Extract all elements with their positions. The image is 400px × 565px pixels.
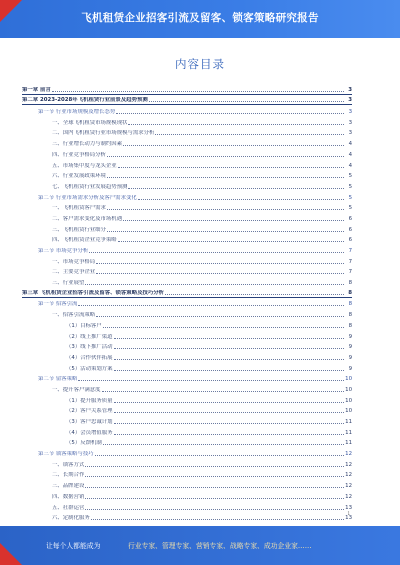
toc-leader-dots [78, 380, 344, 381]
toc-entry-label: （1）目标客户 [66, 322, 102, 329]
toc-leader-dots [149, 101, 344, 102]
toc-title: 内容目录 [175, 57, 225, 71]
toc-leader-dots [85, 284, 344, 285]
toc-leader-dots [118, 241, 344, 242]
toc-entry-page: 11 [345, 429, 352, 436]
toc-entry[interactable] [22, 148, 352, 159]
toc-entry-label: 第三章 飞机租赁企业招客引流及留客、锁客策略及技巧分析 [22, 289, 165, 296]
toc-leader-dots [91, 519, 344, 520]
toc-entry-label: （2）客户关系管理 [66, 408, 113, 415]
toc-leader-dots [102, 391, 344, 392]
toc-entry-page: 11 [345, 440, 352, 447]
toc-entry[interactable] [22, 405, 352, 416]
toc-entry-page: 7 [348, 258, 352, 265]
toc-entry-page: 12 [345, 451, 352, 458]
toc-leader-dots [114, 359, 344, 360]
toc-entry-label: （3）线下推广活动 [66, 344, 113, 351]
toc-entry[interactable] [22, 512, 352, 523]
toc-entry-page: 8 [348, 280, 352, 287]
toc-entry-label: 二、长期合作 [52, 472, 85, 479]
footer-slogan: 让每个人都能成为 [46, 542, 101, 550]
toc-entry-label: 一、全球飞机租赁市场规模现状 [52, 119, 128, 126]
toc-entry-page: 3 [348, 86, 352, 93]
toc-entry-label: 第一节 招客引流 [38, 301, 78, 308]
toc-entry[interactable] [22, 341, 352, 352]
toc-entry[interactable] [22, 170, 352, 181]
toc-entry-label: 第二节 留客策略 [38, 376, 78, 383]
toc-entry-label: （5）活动策划方案 [66, 365, 113, 372]
toc-entry-label: （1）提升服务质量 [66, 397, 113, 404]
toc-entry-page: 3 [348, 109, 352, 116]
toc-entry-label: 二、主要竞争企业 [52, 269, 96, 276]
toc-entry-page: 13 [345, 504, 352, 511]
toc-entry-page: 11 [345, 419, 352, 425]
toc-leader-dots [78, 305, 344, 306]
toc-leader-dots [123, 220, 344, 221]
toc-entry-label: 一、市场竞争格局 [52, 258, 96, 265]
toc-entry-label: 四、数据营销 [52, 493, 85, 500]
toc-entry-page: 8 [348, 322, 352, 329]
toc-entry[interactable] [22, 255, 352, 266]
toc-entry-page: 12 [345, 483, 352, 490]
toc-entry-label: （2）线上推广渠道 [66, 333, 113, 340]
toc-leader-dots [116, 113, 344, 114]
toc-entry-label: （4）会员增值服务 [66, 429, 113, 436]
toc-entry-page: 10 [345, 408, 352, 415]
toc-entry[interactable] [22, 351, 352, 362]
toc-leader-dots [114, 348, 344, 349]
toc-entry[interactable] [22, 212, 352, 223]
toc-entry-page: 12 [345, 472, 352, 479]
toc-entry[interactable] [22, 137, 352, 148]
toc-entry-label: 第一节 行业市场规模及增长态势 [38, 109, 116, 116]
toc-entry-label: 六、行业发展政策环境 [52, 173, 106, 180]
toc-leader-dots [89, 252, 344, 253]
toc-entry-label: 六、定制化服务 [52, 515, 90, 522]
toc-leader-dots [114, 402, 344, 403]
toc-entry-page: 10 [345, 386, 352, 393]
toc-entry[interactable] [22, 383, 352, 394]
page-number: 1 [347, 511, 350, 516]
toc-leader-dots [85, 476, 344, 477]
toc-entry-page: 10 [345, 397, 352, 404]
toc-entry[interactable] [22, 127, 352, 138]
toc-entry[interactable] [22, 469, 352, 480]
toc-leader-dots [155, 134, 344, 135]
toc-entry-page: 5 [348, 183, 352, 190]
toc-entry-label: 二、国内飞机租赁行业市场规模与需求分析 [52, 130, 155, 137]
toc-entry[interactable] [22, 116, 352, 127]
toc-leader-dots [107, 156, 344, 157]
toc-entry-page: 5 [348, 173, 352, 180]
toc-leader-dots [85, 498, 344, 499]
toc-entry-page: 8 [348, 301, 352, 308]
toc-entry[interactable] [22, 223, 352, 234]
toc-entry-page: 9 [348, 333, 352, 340]
toc-entry-page: 3 [348, 119, 352, 126]
toc-entry[interactable] [22, 490, 352, 501]
toc-entry-label: 三、品牌建设 [52, 483, 85, 490]
toc-entry-label: （3）客户忠诚计划 [66, 419, 113, 425]
toc-entry-page: 7 [348, 248, 352, 254]
toc-leader-dots [103, 327, 344, 328]
toc-entry-page: 5 [348, 205, 352, 212]
toc-leader-dots [85, 509, 344, 510]
toc-entry-label: 五、市场集中度与龙头企业 [52, 162, 117, 169]
toc-leader-dots [85, 487, 344, 488]
toc-entry-page: 12 [345, 461, 352, 468]
toc-entry-page: 13 [345, 515, 352, 522]
toc-entry-page: 9 [348, 354, 352, 361]
toc-entry-page: 6 [348, 215, 352, 222]
toc-entry[interactable] [22, 287, 352, 298]
toc-entry-label: 第一章 前言 [22, 86, 51, 93]
toc-entry-page: 10 [345, 376, 352, 383]
toc-leader-dots [103, 444, 344, 445]
toc-entry-page: 3 [348, 97, 352, 104]
toc-leader-dots [52, 91, 344, 92]
report-title: 飞机租赁企业招客引流及留客、锁客策略研究报告 [81, 12, 319, 24]
toc-entry-page: 5 [348, 194, 352, 201]
toc-entry-page: 6 [348, 237, 352, 244]
toc-entry[interactable] [22, 159, 352, 170]
toc-entry[interactable] [22, 266, 352, 277]
toc-entry-label: 第三节 市场竞争分析 [38, 248, 89, 254]
toc-entry[interactable] [22, 394, 352, 405]
toc-leader-dots [128, 188, 344, 189]
toc-entry-page: 12 [345, 493, 352, 500]
toc-entry[interactable] [22, 319, 352, 330]
toc-leader-dots [85, 466, 344, 467]
toc-entry[interactable] [22, 362, 352, 373]
toc-entry[interactable] [22, 276, 352, 287]
toc-leader-dots [114, 370, 344, 371]
toc-entry[interactable] [22, 95, 352, 106]
toc-entry-label: 四、飞机租赁企业竞争策略 [52, 237, 117, 244]
toc-entry-page: 7 [348, 269, 352, 276]
toc-entry-label: 第二节 行业市场需求分析及客户需求变化 [38, 194, 137, 201]
toc-entry-label: 一、招客引流策略 [52, 312, 96, 319]
toc-entry[interactable] [22, 426, 352, 437]
toc-entry-page: 4 [348, 151, 352, 158]
toc-entry-label: 三、飞机租赁行业细分 [52, 226, 106, 233]
toc-entry[interactable] [22, 105, 352, 116]
toc-leader-dots [107, 209, 344, 210]
toc-entry[interactable] [22, 180, 352, 191]
toc-leader-dots [114, 434, 344, 435]
toc-entry-page: 6 [348, 226, 352, 233]
footer-roles: 行业专家、管理专家、营销专家、战略专家、成功企业家…… [128, 542, 312, 550]
toc-entry[interactable] [22, 330, 352, 341]
toc-entry-label: 三、行业增长动力与制约因素 [52, 141, 123, 148]
toc-entry[interactable] [22, 447, 352, 458]
footer-red-accent [0, 543, 22, 565]
toc-leader-dots [96, 263, 344, 264]
toc-entry[interactable] [22, 202, 352, 213]
toc-leader-dots [95, 455, 344, 456]
toc-entry[interactable] [22, 298, 352, 309]
table-of-contents [22, 84, 352, 522]
toc-entry[interactable] [22, 373, 352, 384]
toc-entry-label: 第二章 2023-2028年飞机租赁行业前景及趋势预测 [22, 97, 148, 104]
toc-entry-label: 二、客户需求变化及市场机遇 [52, 215, 123, 222]
toc-entry-label: 五、社群运营 [52, 504, 85, 511]
toc-entry[interactable] [22, 501, 352, 512]
toc-entry-label: 三、行业展望 [52, 280, 85, 287]
toc-leader-dots [114, 338, 344, 339]
toc-entry-page: 4 [348, 162, 352, 169]
toc-leader-dots [138, 199, 344, 200]
toc-entry[interactable] [22, 458, 352, 469]
toc-leader-dots [96, 273, 344, 274]
toc-entry-page: 8 [348, 312, 352, 319]
toc-entry-label: （4）合作伙伴拓展 [66, 354, 113, 361]
toc-entry-page: 3 [348, 130, 352, 137]
toc-entry[interactable] [22, 479, 352, 490]
toc-entry[interactable] [22, 415, 352, 426]
toc-entry-label: 四、行业竞争格局分析 [52, 151, 106, 158]
toc-entry[interactable] [22, 234, 352, 245]
toc-leader-dots [96, 316, 344, 317]
toc-entry-label: 一、提升客户满意度 [52, 386, 101, 393]
toc-leader-dots [123, 145, 344, 146]
toc-leader-dots [114, 423, 344, 424]
toc-entry-page: 9 [348, 344, 352, 351]
toc-entry[interactable] [22, 191, 352, 202]
toc-leader-dots [107, 231, 344, 232]
toc-entry[interactable] [22, 244, 352, 255]
toc-entry-page: 4 [348, 141, 352, 148]
toc-leader-dots [128, 124, 344, 125]
toc-leader-dots [107, 177, 344, 178]
toc-entry-label: 七、飞机租赁行业发展趋势预测 [52, 183, 128, 190]
toc-leader-dots [165, 294, 344, 295]
footer-band [0, 526, 400, 565]
header-band [0, 0, 400, 38]
toc-entry-label: （5）反馈机制 [66, 440, 102, 447]
toc-entry-label: 第三节 锁客策略与技巧 [38, 451, 94, 458]
toc-leader-dots [118, 167, 344, 168]
toc-entry-page: 9 [348, 365, 352, 372]
toc-entry[interactable] [22, 437, 352, 448]
toc-leader-dots [114, 412, 344, 413]
toc-entry-page: 8 [348, 289, 352, 296]
toc-entry-label: 一、飞机租赁客户需求 [52, 205, 106, 212]
toc-entry-label: 一、锁客方式 [52, 461, 85, 468]
toc-entry[interactable] [22, 84, 352, 95]
toc-entry[interactable] [22, 308, 352, 319]
